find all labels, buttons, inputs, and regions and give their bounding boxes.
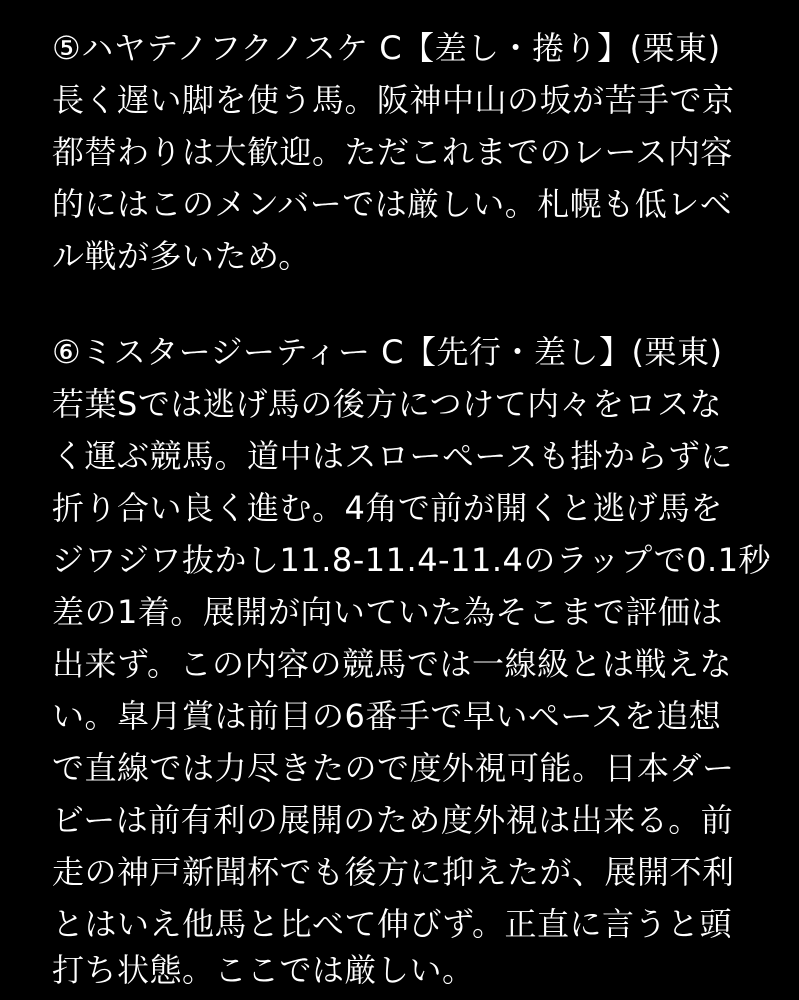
horse-5-text-line: ル戦が多いため。: [52, 237, 311, 275]
horse-5-text-line: 都替わりは大歓迎。ただこれまでのレース内容: [52, 133, 733, 171]
horse-6-text-line: 折り合い良く進む。4角で前が開くと逃げ馬を: [52, 489, 723, 527]
horse-6-heading: ⑥ミスタージーティー C【先行・差し】(栗東): [52, 333, 723, 371]
horse-6-text-line: で直線では力尽きたので度外視可能。日本ダー: [52, 749, 735, 787]
horse-5-heading: ⑤ハヤテノフクノスケ C【差し・捲り】(栗東): [52, 29, 721, 67]
horse-5-text-line: 的にはこのメンバーでは厳しい。札幌も低レベ: [52, 185, 733, 223]
horse-5-text-line: 長く遅い脚を使う馬。阪神中山の坂が苦手で京: [52, 81, 735, 119]
horse-6-text-line: ジワジワ抜かし11.8-11.4-11.4のラップで0.1秒: [52, 541, 772, 579]
horse-6-text-line: とはいえ他馬と比べて伸びず。正直に言うと頭: [52, 905, 732, 943]
horse-6-text-line: ビーは前有利の展開のため度外視は出来る。前: [52, 801, 734, 839]
horse-6-text-line: い。皐月賞は前目の6番手で早いペースを追想: [52, 697, 722, 735]
horse-6-text-line: く運ぶ競馬。道中はスローペースも掛からずに: [52, 437, 733, 475]
horse-6-text-line: 打ち状態。ここでは厳しい。: [52, 951, 475, 989]
horse-6-text-line: 差の1着。展開が向いていた為そこまで評価は: [52, 593, 723, 631]
horse-6-text-line: 走の神戸新聞杯でも後方に抑えたが、展開不利: [52, 853, 735, 891]
horse-6-text-line: 出来ず。この内容の競馬では一線級とは戦えな: [52, 645, 732, 683]
horse-6-text-line: 若葉Sでは逃げ馬の後方につけて内々をロスな: [52, 385, 723, 423]
